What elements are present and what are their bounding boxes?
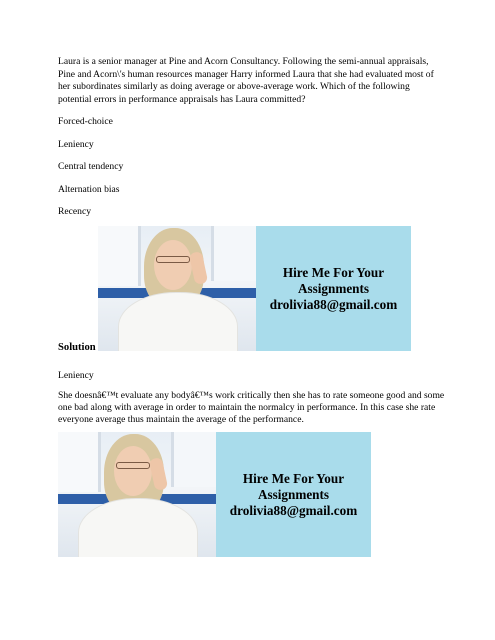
banner-line-2: Assignments [297, 280, 370, 296]
banner-email: drolivia88@gmail.com [269, 296, 398, 312]
question-text: Laura is a senior manager at Pine and Acorn Consultancy. Following the semi-annual appraisals, Pine and Acorn\'s human resources manager Harry informed Laura that she had evaluated most of her subordinates similarly as doing average or above-average work. Which of the following potential errors in performance appraisals has Laura committed? [58, 56, 434, 105]
banner-line-1: Hire Me For Your [282, 264, 385, 280]
hire-me-banner [98, 226, 411, 351]
option-leniency: Leniency [58, 139, 94, 150]
banner-text [256, 226, 411, 351]
banner-line-2: Assignments [257, 486, 330, 502]
banner-text-2 [216, 432, 371, 557]
hire-me-banner-2 [58, 432, 371, 557]
woman-photo [98, 226, 256, 351]
solution-answer: Leniency [58, 370, 94, 381]
option-central-tendency: Central tendency [58, 161, 124, 172]
solution-explanation: She doesnâ€™t evaluate any bodyâ€™s work critically then she has to rate someone good and some one bad along with average in order to maintain the normalcy in performance. In this case she rate everyone average thus maintain the average of the performance. [58, 390, 445, 425]
option-forced-choice: Forced-choice [58, 116, 113, 127]
option-alternation-bias: Alternation bias [58, 184, 120, 195]
banner-email: drolivia88@gmail.com [229, 502, 358, 518]
option-recency: Recency [58, 206, 92, 217]
banner-line-1: Hire Me For Your [242, 470, 345, 486]
woman-photo-2 [58, 432, 216, 557]
solution-heading: Solution [58, 342, 96, 353]
